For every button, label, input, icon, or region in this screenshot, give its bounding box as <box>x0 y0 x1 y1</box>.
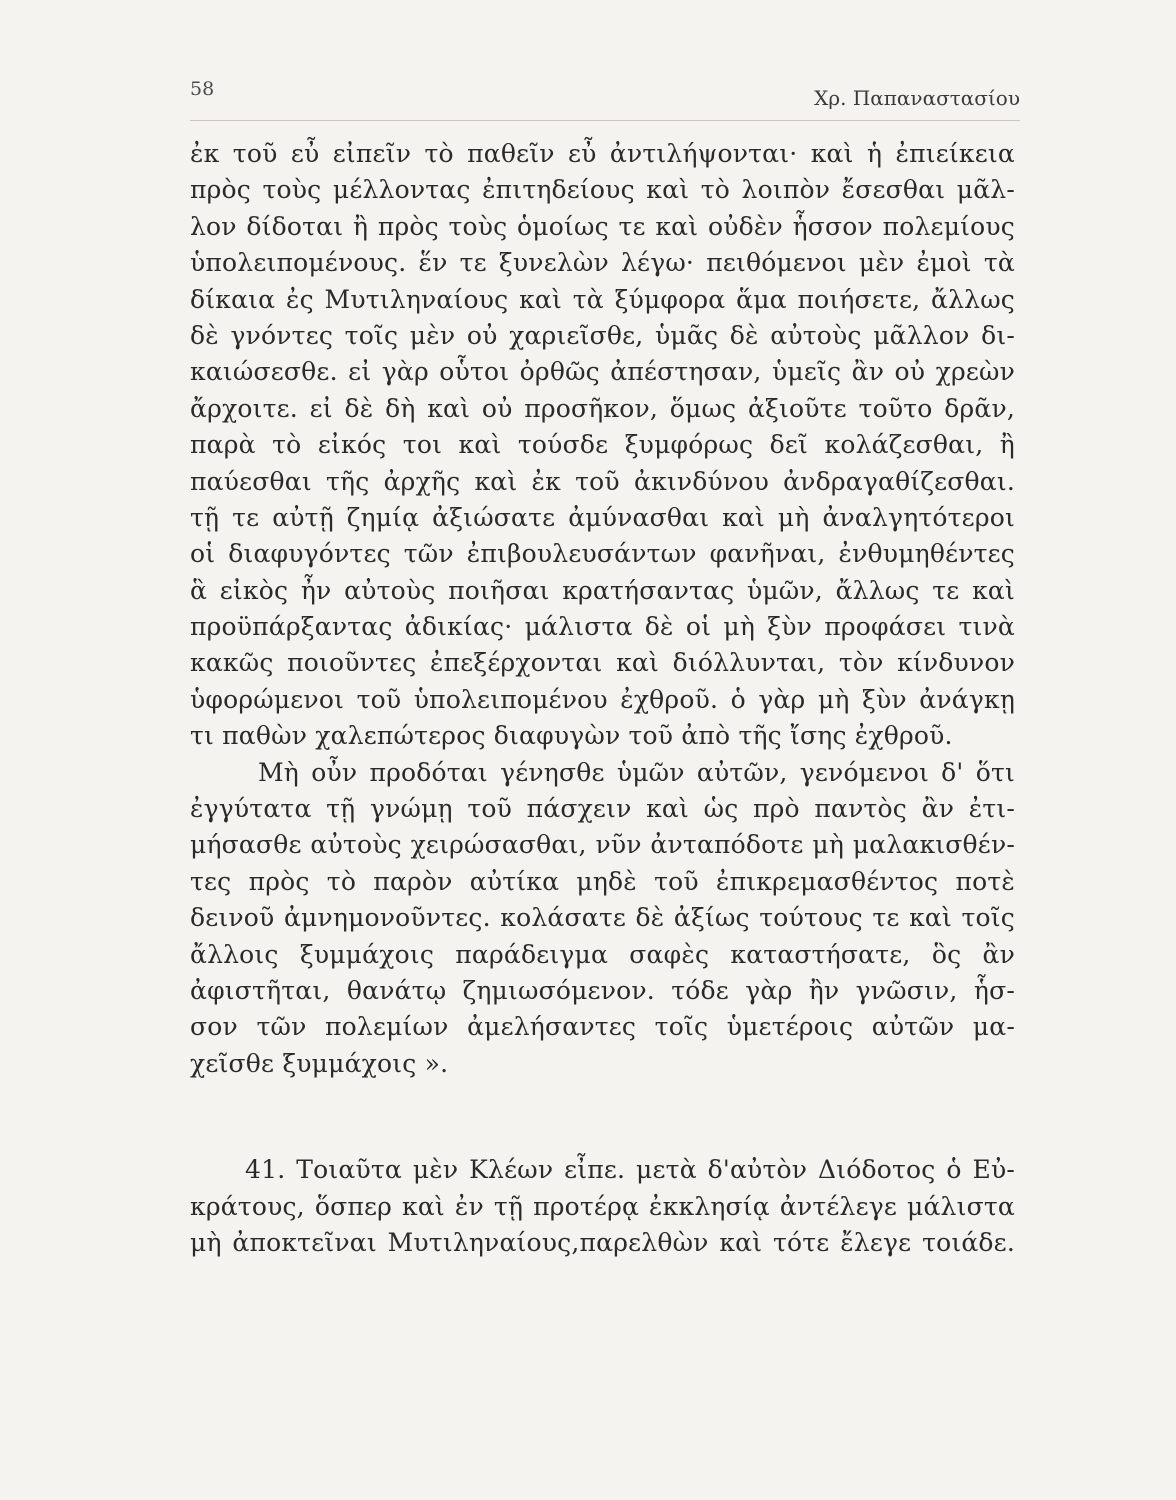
body-text <box>190 136 1015 1261</box>
text-line: καιώσεσθε. εἰ γὰρ οὗτοι ὀρθῶς ἀπέστησαν, ὑμεῖς ἂν οὐ χρεὼν <box>190 357 1015 387</box>
text-line: ἀφιστῆται, θανάτῳ ζημιωσόμενον. τόδε γὰρ ἢν γνῶσιν, ἧσ- <box>190 975 1015 1005</box>
text-line: προϋπάρξαντας ἀδικίας· μάλιστα δὲ οἱ μὴ ξὺν προφάσει τινὰ <box>190 612 1015 642</box>
text-line: τῇ τε αὐτῇ ζημίᾳ ἀξιώσατε ἀμύνασθαι καὶ μὴ ἀναλγητότεροι <box>190 502 1015 532</box>
text-line: ὑφορώμενοι τοῦ ὑπολειπομένου ἐχθροῦ. ὁ γὰρ μὴ ξὺν ἀνάγκῃ <box>190 684 1015 714</box>
text-line: ἃ εἰκὸς ἦν αὐτοὺς ποιῆσαι κρατήσαντας ὑμῶν, ἄλλως τε καὶ <box>190 575 1015 605</box>
text-line: σον τῶν πολεμίων ἀμελήσαντες τοῖς ὑμετέροις αὐτῶν μα- <box>190 1012 1015 1042</box>
text-line: ἐκ τοῦ εὖ εἰπεῖν τὸ παθεῖν εὖ ἀντιλήψονται· καὶ ἡ ἐπιείκεια <box>190 139 1015 168</box>
text-line: 41. Τοιαῦτα μὲν Κλέων εἶπε. μετὰ δ'αὐτὸν Διόδοτος ὁ Εὐ- <box>245 1155 1015 1185</box>
text-line: τι παθὼν χαλεπώτερος διαφυγὼν τοῦ ἀπὸ τῆς ἴσης ἐχθροῦ. <box>190 721 953 751</box>
text-line: τες πρὸς τὸ παρὸν αὐτίκα μηδὲ τοῦ ἐπικρεμασθέντος ποτὲ <box>190 866 1015 896</box>
text-line: χεῖσθε ξυμμάχοις ». <box>190 1048 449 1078</box>
text-line: πρὸς τοὺς μέλλοντας ἐπιτηδείους καὶ τὸ λοιπὸν ἔσεσθαι μᾶλ- <box>190 175 1015 205</box>
running-head-author: Χρ. Παπαναστασίου <box>814 86 1020 110</box>
paragraph-3-section-41 <box>190 1152 1015 1261</box>
text-line: ἄρχοιτε. εἰ δὲ δὴ καὶ οὐ προσῆκον, ὅμως ἀξιοῦτε τοῦτο δρᾶν, <box>190 393 1015 423</box>
text-line: λον δίδοται ἢ πρὸς τοὺς ὁμοίως τε καὶ οὐδὲν ἧσσον πολεμίους <box>190 211 1015 241</box>
page-number: 58 <box>190 78 215 100</box>
page-header <box>190 74 1020 114</box>
paragraph-2 <box>190 755 1015 1083</box>
text-line: δεινοῦ ἀμνημονοῦντες. κολάσατε δὲ ἀξίως τούτους τε καὶ τοῖς <box>190 903 1015 933</box>
text-line: δὲ γνόντες τοῖς μὲν οὐ χαριεῖσθε, ὑμᾶς δὲ αὐτοὺς μᾶλλον δι- <box>190 320 1015 350</box>
header-rule <box>190 120 1020 121</box>
section-gap <box>190 1082 1015 1152</box>
text-line: παρὰ τὸ εἰκός τοι καὶ τούσδε ξυμφόρως δεῖ κολάζεσθαι, ἢ <box>190 430 1015 460</box>
text-line: παύεσθαι τῆς ἀρχῆς καὶ ἐκ τοῦ ἀκινδύνου ἀνδραγαθίζεσθαι. <box>190 466 1015 496</box>
text-line: ἐγγύτατα τῇ γνώμῃ τοῦ πάσχειν καὶ ὡς πρὸ παντὸς ἂν ἐτι- <box>190 794 1015 824</box>
paragraph-1 <box>190 136 1015 755</box>
text-line: Μὴ οὖν προδόται γένησθε ὑμῶν αὐτῶν, γενόμενοι δ' ὅτι <box>258 757 1015 787</box>
text-line: μὴ ἀποκτεῖναι Μυτιληναίους,παρελθὼν καὶ τότε ἔλεγε τοιάδε. <box>190 1227 1015 1257</box>
text-line: κράτους, ὅσπερ καὶ ἐν τῇ προτέρᾳ ἐκκλησίᾳ ἀντέλεγε μάλιστα <box>190 1191 1015 1221</box>
text-line: κακῶς ποιοῦντες ἐπεξέρχονται καὶ διόλλυνται, τὸν κίνδυνον <box>190 648 1015 678</box>
text-line: δίκαια ἐς Μυτιληναίους καὶ τὰ ξύμφορα ἅμα ποιήσετε, ἄλλως <box>190 284 1015 314</box>
text-line: μήσασθε αὐτοὺς χειρώσασθαι, νῦν ἀνταπόδοτε μὴ μαλακισθέν- <box>190 830 1015 860</box>
text-line: ὑπολειπομένους. ἕν τε ξυνελὼν λέγω· πειθόμενοι μὲν ἐμοὶ τὰ <box>190 248 1015 278</box>
text-line: ἄλλοις ξυμμάχοις παράδειγμα σαφὲς καταστήσατε, ὃς ἂν <box>190 939 1015 969</box>
text-line: οἱ διαφυγόντες τῶν ἐπιβουλευσάντων φανῆναι, ἐνθυμηθέντες <box>190 539 1015 569</box>
